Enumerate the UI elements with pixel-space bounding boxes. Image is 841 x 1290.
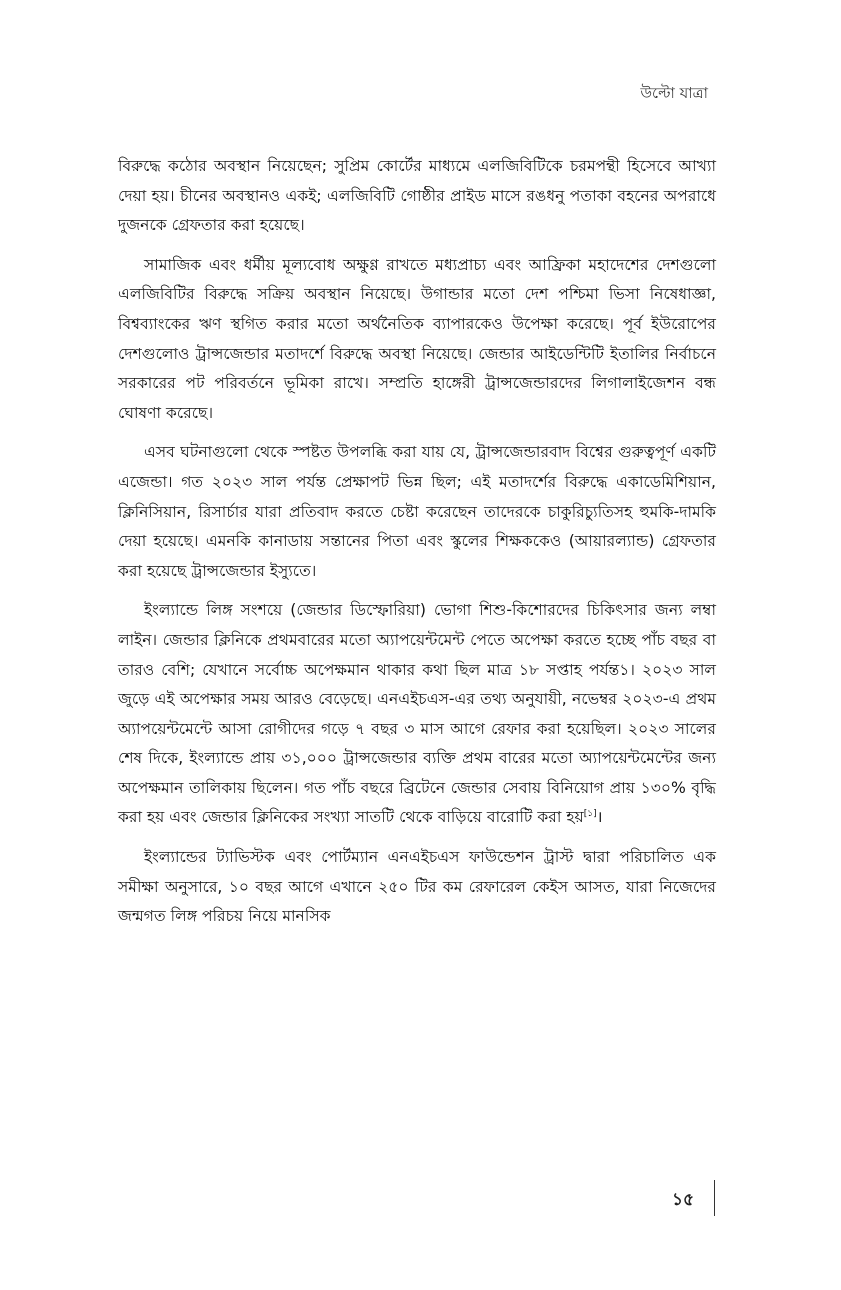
paragraph-1: বিরুদ্ধে কঠোর অবস্থান নিয়েছেন; সুপ্রিম কোর্টের মাধ্যমে এলজিবিটিকে চরমপন্থী হিসেবে আখ্যা দেয়া হয়। চীনের অবস্থানও একই; এলজিবিটি গোষ্ঠীর প্রাইড মাসে রঙধনু পতাকা বহনের অপরাধে দুজনকে গ্রেফতার করা হয়েছে। bbox=[118, 157, 716, 235]
paragraph-4 bbox=[118, 596, 716, 833]
page-number: ১৫ bbox=[672, 1190, 695, 1210]
body-text bbox=[118, 152, 716, 942]
paragraph-2: সামাজিক এবং ধর্মীয় মূল্যবোধ অক্ষুণ্ণ রাখতে মধ্যপ্রাচ্য এবং আফ্রিকা মহাদেশের দেশগুলো এলজিবিটির বিরুদ্ধে সক্রিয় অবস্থান নিয়েছে। উগান্ডার মতো দেশ পশ্চিমা ভিসা নিষেধাজ্ঞা, বিশ্বব্যাংকের ঋণ স্থগিত করার মতো অর্থনৈতিক ব্যাপারকেও উপেক্ষা করেছে। পূর্ব ইউরোপের দেশগুলোও ট্রান্সজেন্ডার মতাদর্শে বিরুদ্ধে অবস্থা নিয়েছে। জেন্ডার আইডেন্টিটি ইতালির নির্বাচনে সরকারের পট পরিবর্তনে ভূমিকা রাখে। সম্প্রতি হাঙ্গেরী ট্রান্সজেন্ডারদের লিগালাইজেশন বন্ধ ঘোষণা করেছে। bbox=[118, 255, 716, 422]
paragraph-3: এসব ঘটনাগুলো থেকে স্পষ্টত উপলব্ধি করা যায় যে, ট্রান্সজেন্ডারবাদ বিশ্বের গুরুত্বপূর্ণ একটি এজেন্ডা। গত ২০২৩ সাল পর্যন্ত প্রেক্ষাপট ভিন্ন ছিল; এই মতাদর্শের বিরুদ্ধে একাডেমিশিয়ান, ক্লিনিসিয়ান, রিসার্চার যারা প্রতিবাদ করতে চেষ্টা করেছেন তাদেরকে চাকুরিচ্যুতিসহ হুমকি-দামকি দেয়া হয়েছে। এমনকি কানাডায় সন্তানের পিতা এবং স্কুলের শিক্ষককেও (আয়ারল্যান্ড) গ্রেফতার করা হয়েছে ট্রান্সজেন্ডার ইস্যুতে। bbox=[118, 443, 716, 580]
paragraph-4-tail: । bbox=[596, 808, 603, 827]
running-header: উল্টো যাত্রা bbox=[640, 84, 708, 102]
paragraph-5: ইংল্যান্ডের ট্যাভিস্টক এবং পোর্টম্যান এনএইচএস ফাউন্ডেশন ট্রাস্ট দ্বারা পরিচালিত এক সমীক্ষা অনুসারে, ১০ বছর আগে এখানে ২৫০ টির কম রেফারেল কেইস আসত, যারা নিজেদের জন্মগত লিঙ্গ পরিচয় নিয়ে মানসিক bbox=[118, 848, 716, 926]
paragraph-4-text: ইংল্যান্ডে লিঙ্গ সংশয়ে (জেন্ডার ডিস্ফোরিয়া) ভোগা শিশু-কিশোরদের চিকিৎসার জন্য লম্বা লাইন। জেন্ডার ক্লিনিকে প্রথমবারের মতো অ্যাপয়েন্টমেন্ট পেতে অপেক্ষা করতে হচ্ছে পাঁচ বছর বা তারও বেশি; যেখানে সর্বোচ্চ অপেক্ষমান থাকার কথা ছিল মাত্র ১৮ সপ্তাহ পর্যন্ত১। ২০২৩ সাল জুড়ে এই অপেক্ষার সময় আরও বেড়েছে। এনএইচএস-এর তথ্য অনুযায়ী, নভেম্বর ২০২৩-এ প্রথম অ্যাপয়েন্টমেন্টে আসা রোগীদের গড়ে ৭ বছর ৩ মাস আগে রেফার করা হয়েছিল। ২০২৩ সালের শেষ দিকে, ইংল্যান্ডে প্রায় ৩১,০০০ ট্রান্সজেন্ডার ব্যক্তি প্রথম বারের মতো অ্যাপয়েন্টমেন্টের জন্য অপেক্ষমান তালিকায় ছিলেন। গত পাঁচ বছরে ব্রিটেনে জেন্ডার সেবায় বিনিয়োগ প্রায় ১৩০% বৃদ্ধি করা হয় এবং জেন্ডার ক্লিনিকের সংখ্যা সাতটি থেকে বাড়িয়ে বারোটি করা হয় bbox=[118, 601, 716, 827]
footnote-reference: [১] bbox=[583, 809, 597, 820]
page-number-rule bbox=[714, 1180, 715, 1216]
